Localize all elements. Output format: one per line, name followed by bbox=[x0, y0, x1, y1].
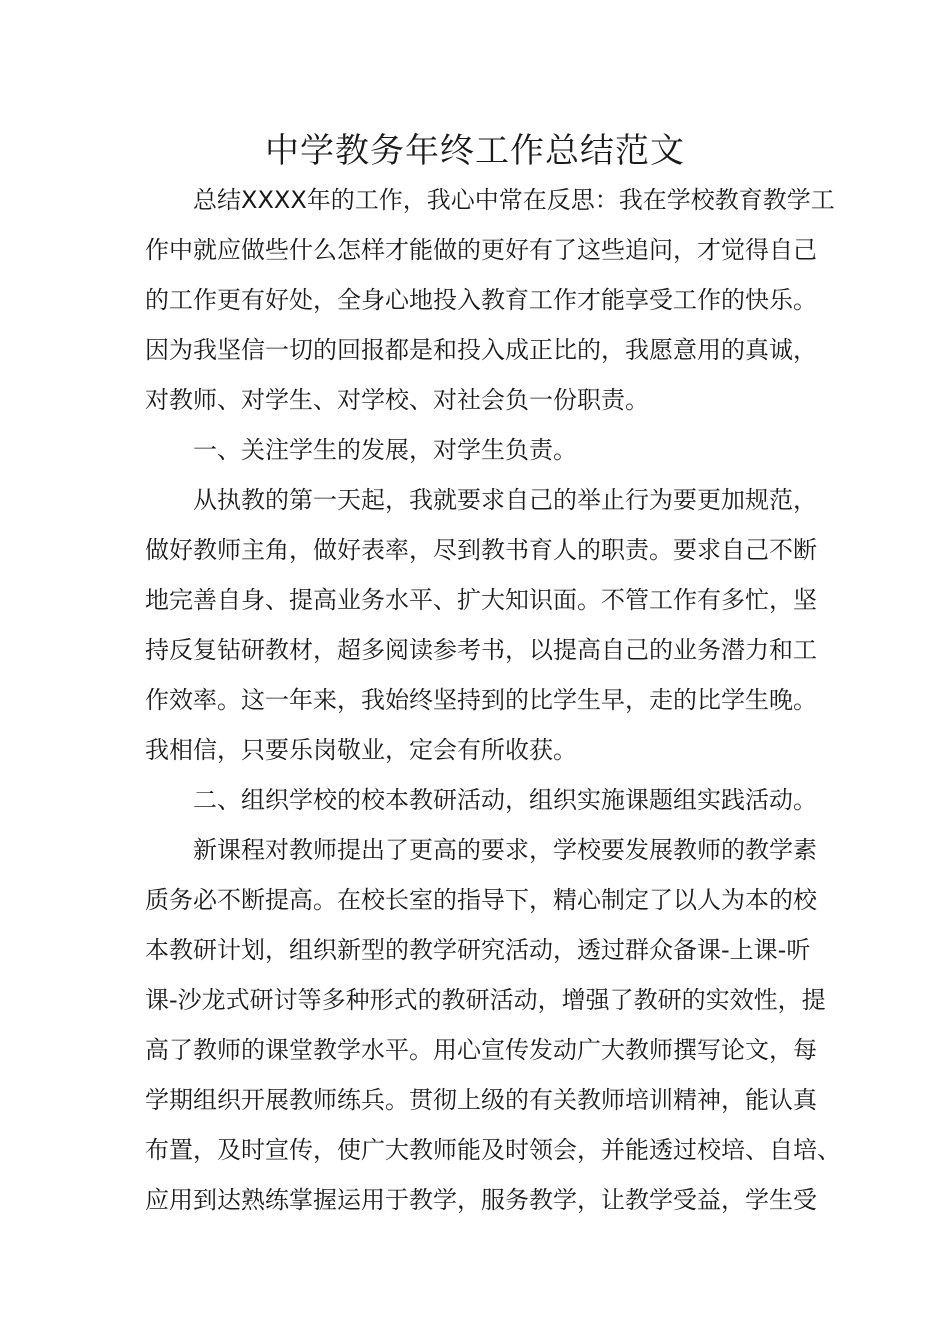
paragraph-line: 地完善自身、提高业务水平、扩大知识面。不管工作有多忙，坚 bbox=[145, 586, 817, 614]
paragraph-line: 对教师、对学生、对学校、对社会负一份职责。 bbox=[145, 386, 649, 414]
paragraph-line: 作中就应做些什么怎样才能做的更好有了这些追问，才觉得自己 bbox=[145, 236, 817, 264]
paragraph-line: 课-沙龙式研讨等多种形式的教研活动，增强了教研的实效性，提 bbox=[145, 986, 826, 1014]
paragraph-line: 从执教的第一天起，我就要求自己的举止行为要更加规范， bbox=[193, 486, 817, 514]
paragraph-line: 作效率。这一年来，我始终坚持到的比学生早，走的比学生晚。 bbox=[145, 686, 817, 714]
paragraph-line: 学期组织开展教师练兵。贯彻上级的有关教师培训精神，能认真 bbox=[145, 1086, 817, 1114]
paragraph-line: 的工作更有好处，全身心地投入教育工作才能享受工作的快乐。 bbox=[145, 286, 817, 314]
paragraph-line: 高了教师的课堂教学水平。用心宣传发动广大教师撰写论文，每 bbox=[145, 1036, 817, 1064]
paragraph-line: 本教研计划，组织新型的教学研究活动，透过群众备课-上课-听 bbox=[145, 936, 811, 964]
paragraph-line: 布置，及时宣传，使广大教师能及时领会，并能透过校培、自培、 bbox=[145, 1136, 841, 1164]
section-heading: 一、关注学生的发展，对学生负责。 bbox=[193, 436, 577, 464]
document-title: 中学教务年终工作总结范文 bbox=[265, 131, 685, 171]
paragraph-line: 总结XXXX年的工作，我心中常在反思：我在学校教育教学工 bbox=[193, 186, 835, 214]
paragraph-line: 质务必不断提高。在校长室的指导下，精心制定了以人为本的校 bbox=[145, 886, 817, 914]
section-heading: 二、组织学校的校本教研活动，组织实施课题组实践活动。 bbox=[193, 786, 817, 814]
paragraph-line: 做好教师主角，做好表率，尽到教书育人的职责。要求自己不断 bbox=[145, 536, 817, 564]
paragraph-line: 应用到达熟练掌握运用于教学，服务教学，让教学受益，学生受 bbox=[145, 1186, 817, 1214]
paragraph-line: 因为我坚信一切的回报都是和投入成正比的，我愿意用的真诚， bbox=[145, 336, 817, 364]
paragraph-line: 持反复钻研教材，超多阅读参考书，以提高自己的业务潜力和工 bbox=[145, 636, 817, 664]
paragraph-line: 新课程对教师提出了更高的要求，学校要发展教师的教学素 bbox=[193, 836, 817, 864]
paragraph-line: 我相信，只要乐岗敬业，定会有所收获。 bbox=[145, 736, 577, 764]
